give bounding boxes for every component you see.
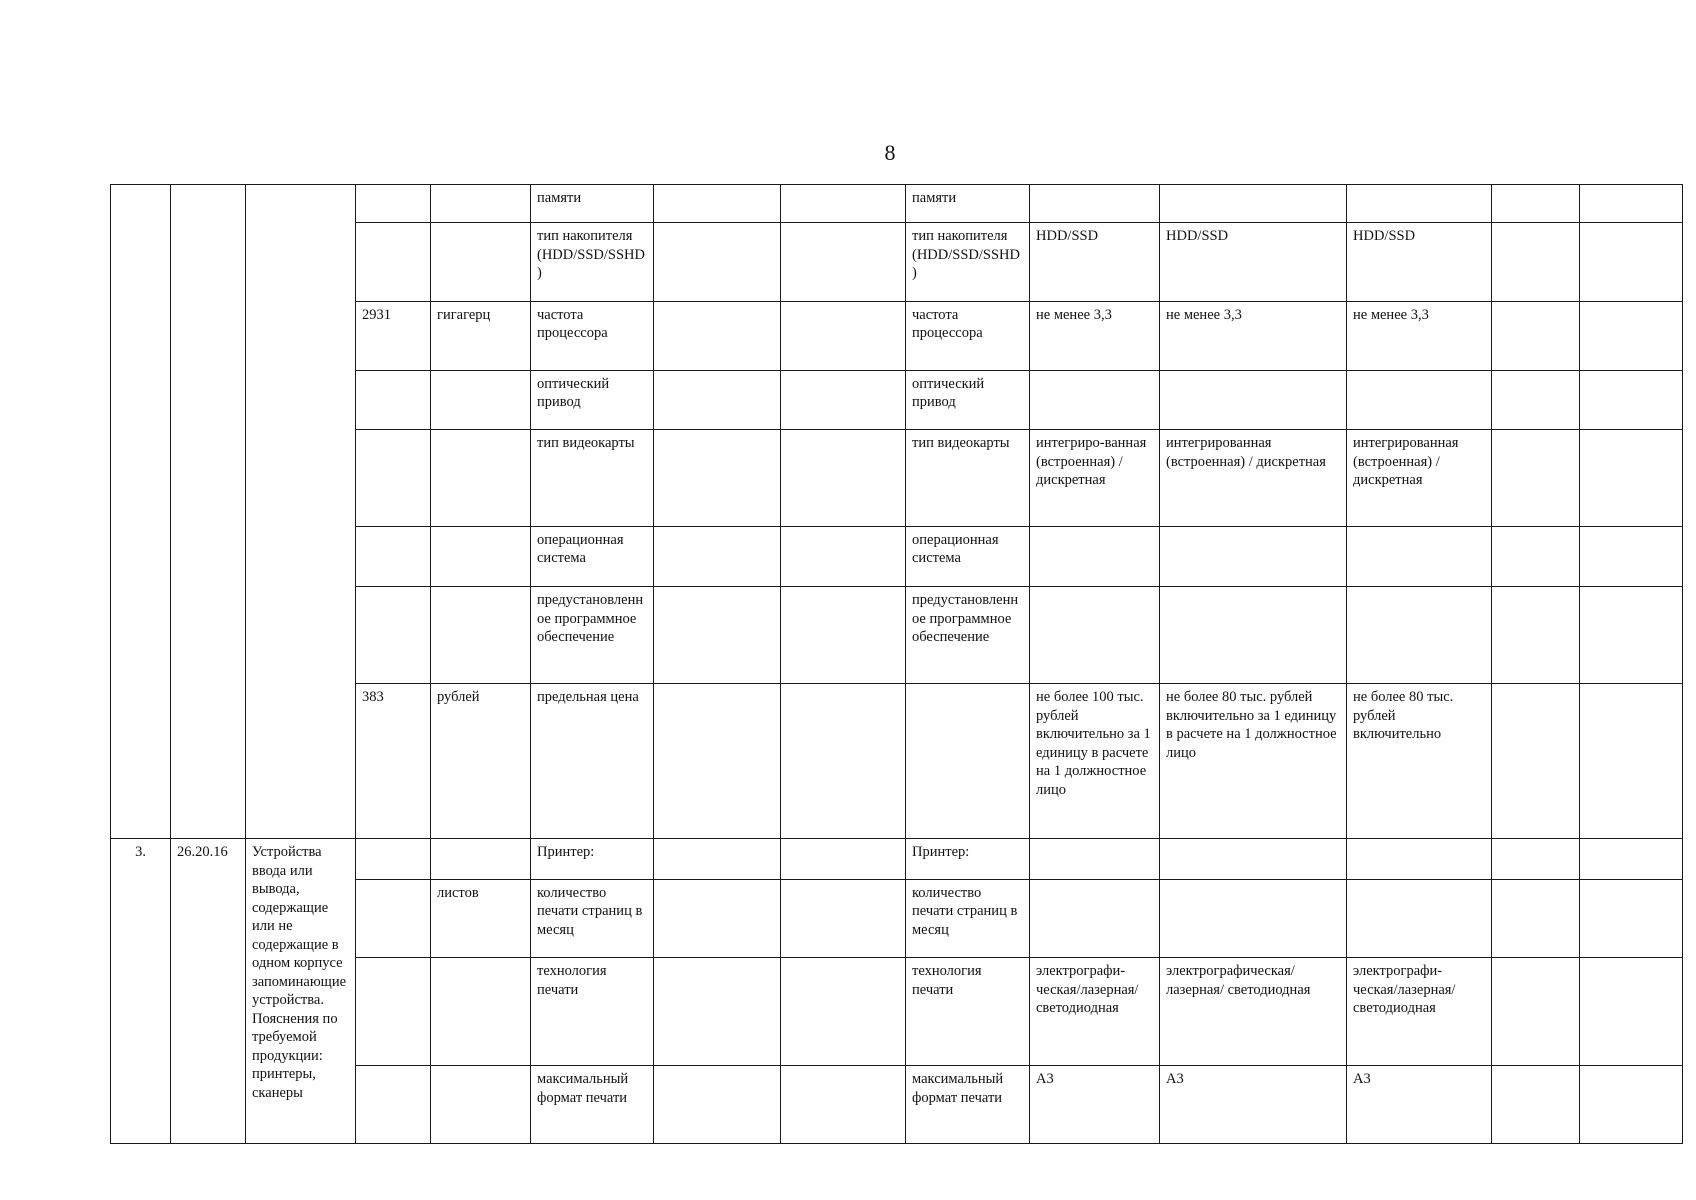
characteristic-cell: тип видеокарты bbox=[906, 430, 1030, 527]
value-cell bbox=[1160, 370, 1347, 429]
value-cell bbox=[781, 958, 906, 1066]
value-cell bbox=[1580, 223, 1683, 302]
characteristic-cell: предельная цена bbox=[531, 684, 654, 839]
value-cell bbox=[1492, 223, 1580, 302]
characteristic-cell: частота процессора bbox=[906, 301, 1030, 370]
characteristic-cell: тип видеокарты bbox=[531, 430, 654, 527]
unit-cell: рублей bbox=[431, 684, 531, 839]
unit-cell bbox=[431, 430, 531, 527]
value-cell bbox=[1347, 370, 1492, 429]
unit-cell bbox=[431, 587, 531, 684]
okei-code-cell bbox=[356, 526, 431, 587]
characteristic-cell: количество печати страниц в месяц bbox=[906, 879, 1030, 958]
value-cell bbox=[654, 1066, 781, 1144]
unit-cell bbox=[431, 223, 531, 302]
characteristic-cell: предустановленное программное обеспечение bbox=[531, 587, 654, 684]
value-cell bbox=[781, 301, 906, 370]
value-cell bbox=[781, 839, 906, 879]
value-cell bbox=[1580, 526, 1683, 587]
value-cell bbox=[1492, 839, 1580, 879]
product-name-cell: Устройства ввода или вывода, содержащие или не содержащие в одном корпусе запоминающие устройства. Пояснения по требуемой продукции: принтеры, сканеры bbox=[246, 839, 356, 1144]
value-cell: не менее 3,3 bbox=[1160, 301, 1347, 370]
characteristic-cell: Принтер: bbox=[531, 839, 654, 879]
characteristic-cell: памяти bbox=[906, 185, 1030, 223]
value-cell bbox=[654, 587, 781, 684]
value-cell bbox=[1160, 839, 1347, 879]
table-row bbox=[111, 185, 1683, 223]
value-cell: А3 bbox=[1347, 1066, 1492, 1144]
value-cell bbox=[654, 223, 781, 302]
requirements-table bbox=[110, 184, 1683, 1144]
value-cell bbox=[1580, 1066, 1683, 1144]
unit-cell bbox=[431, 839, 531, 879]
unit-cell: листов bbox=[431, 879, 531, 958]
value-cell: HDD/SSD bbox=[1347, 223, 1492, 302]
okei-code-cell bbox=[356, 223, 431, 302]
characteristic-cell: операционная система bbox=[531, 526, 654, 587]
value-cell bbox=[1492, 370, 1580, 429]
value-cell: не более 80 тыс. рублей включительно bbox=[1347, 684, 1492, 839]
value-cell bbox=[1347, 185, 1492, 223]
value-cell bbox=[1580, 958, 1683, 1066]
okei-code-cell bbox=[356, 958, 431, 1066]
value-cell bbox=[1492, 430, 1580, 527]
okei-code-cell bbox=[356, 1066, 431, 1144]
characteristic-cell: частота процессора bbox=[531, 301, 654, 370]
value-cell bbox=[1030, 185, 1160, 223]
unit-cell bbox=[431, 526, 531, 587]
value-cell: HDD/SSD bbox=[1030, 223, 1160, 302]
value-cell bbox=[1492, 587, 1580, 684]
okei-code-cell bbox=[356, 839, 431, 879]
unit-cell bbox=[431, 185, 531, 223]
characteristic-cell: максимальный формат печати bbox=[531, 1066, 654, 1144]
value-cell bbox=[654, 370, 781, 429]
value-cell bbox=[1580, 879, 1683, 958]
characteristic-cell: технология печати bbox=[906, 958, 1030, 1066]
value-cell bbox=[654, 879, 781, 958]
value-cell: электрографи-ческая/лазерная/ светодиодная bbox=[1347, 958, 1492, 1066]
characteristic-cell: памяти bbox=[531, 185, 654, 223]
value-cell bbox=[1580, 839, 1683, 879]
value-cell bbox=[654, 430, 781, 527]
characteristic-cell: количество печати страниц в месяц bbox=[531, 879, 654, 958]
value-cell bbox=[1030, 587, 1160, 684]
value-cell bbox=[1492, 958, 1580, 1066]
unit-cell bbox=[431, 958, 531, 1066]
value-cell: интегриро-ванная (встроенная) / дискретная bbox=[1030, 430, 1160, 527]
value-cell bbox=[1347, 587, 1492, 684]
value-cell bbox=[1580, 185, 1683, 223]
unit-cell: гигагерц bbox=[431, 301, 531, 370]
value-cell bbox=[1347, 839, 1492, 879]
value-cell bbox=[781, 430, 906, 527]
value-cell bbox=[1492, 1066, 1580, 1144]
value-cell bbox=[1030, 839, 1160, 879]
value-cell bbox=[781, 526, 906, 587]
value-cell bbox=[1160, 879, 1347, 958]
characteristic-cell: тип накопителя (HDD/SSD/SSHD) bbox=[531, 223, 654, 302]
product-name-cell bbox=[246, 185, 356, 839]
okei-code-cell bbox=[356, 879, 431, 958]
value-cell bbox=[1580, 370, 1683, 429]
okpd-code-cell: 26.20.16 bbox=[171, 839, 246, 1144]
characteristic-cell: операционная система bbox=[906, 526, 1030, 587]
value-cell: не менее 3,3 bbox=[1347, 301, 1492, 370]
okei-code-cell bbox=[356, 430, 431, 527]
table-row bbox=[111, 839, 1683, 879]
value-cell: интегрированная (встроенная) / дискретная bbox=[1160, 430, 1347, 527]
value-cell bbox=[1030, 879, 1160, 958]
value-cell bbox=[1160, 185, 1347, 223]
okei-code-cell bbox=[356, 370, 431, 429]
value-cell: А3 bbox=[1160, 1066, 1347, 1144]
value-cell: электрографи-ческая/лазерная/ светодиодная bbox=[1030, 958, 1160, 1066]
characteristic-cell: технология печати bbox=[531, 958, 654, 1066]
value-cell bbox=[1160, 526, 1347, 587]
value-cell: электрографическая/ лазерная/ светодиодная bbox=[1160, 958, 1347, 1066]
value-cell: интегрированная (встроенная) / дискретная bbox=[1347, 430, 1492, 527]
value-cell bbox=[1580, 684, 1683, 839]
characteristic-cell: тип накопителя (HDD/SSD/SSHD) bbox=[906, 223, 1030, 302]
page-number: 8 bbox=[884, 140, 896, 165]
value-cell bbox=[1347, 879, 1492, 958]
okpd-code-cell bbox=[171, 185, 246, 839]
value-cell bbox=[1030, 370, 1160, 429]
value-cell bbox=[654, 526, 781, 587]
value-cell: А3 bbox=[1030, 1066, 1160, 1144]
characteristic-cell bbox=[906, 684, 1030, 839]
value-cell bbox=[1492, 684, 1580, 839]
value-cell bbox=[1030, 526, 1160, 587]
unit-cell bbox=[431, 1066, 531, 1144]
value-cell bbox=[781, 223, 906, 302]
row-number-cell bbox=[111, 185, 171, 839]
value-cell bbox=[1492, 526, 1580, 587]
value-cell bbox=[1160, 587, 1347, 684]
unit-cell bbox=[431, 370, 531, 429]
value-cell bbox=[1492, 879, 1580, 958]
okei-code-cell: 383 bbox=[356, 684, 431, 839]
value-cell bbox=[654, 839, 781, 879]
value-cell bbox=[654, 684, 781, 839]
okei-code-cell bbox=[356, 587, 431, 684]
okei-code-cell bbox=[356, 185, 431, 223]
value-cell bbox=[1492, 185, 1580, 223]
value-cell: не более 100 тыс. рублей включительно за 1 единицу в расчете на 1 должностное лицо bbox=[1030, 684, 1160, 839]
characteristic-cell: оптический привод bbox=[531, 370, 654, 429]
okei-code-cell: 2931 bbox=[356, 301, 431, 370]
value-cell bbox=[781, 684, 906, 839]
value-cell bbox=[1580, 430, 1683, 527]
value-cell bbox=[781, 587, 906, 684]
value-cell bbox=[1580, 301, 1683, 370]
value-cell bbox=[781, 370, 906, 429]
value-cell: HDD/SSD bbox=[1160, 223, 1347, 302]
value-cell bbox=[781, 1066, 906, 1144]
value-cell bbox=[654, 185, 781, 223]
characteristic-cell: оптический привод bbox=[906, 370, 1030, 429]
value-cell bbox=[654, 301, 781, 370]
value-cell bbox=[1347, 526, 1492, 587]
value-cell bbox=[1492, 301, 1580, 370]
row-number-cell: 3. bbox=[111, 839, 171, 1144]
value-cell bbox=[781, 185, 906, 223]
value-cell: не менее 3,3 bbox=[1030, 301, 1160, 370]
value-cell bbox=[781, 879, 906, 958]
value-cell bbox=[654, 958, 781, 1066]
characteristic-cell: максимальный формат печати bbox=[906, 1066, 1030, 1144]
value-cell: не более 80 тыс. рублей включительно за 1 единицу в расчете на 1 должностное лицо bbox=[1160, 684, 1347, 839]
characteristic-cell: предустановленное программное обеспечение bbox=[906, 587, 1030, 684]
characteristic-cell: Принтер: bbox=[906, 839, 1030, 879]
value-cell bbox=[1580, 587, 1683, 684]
